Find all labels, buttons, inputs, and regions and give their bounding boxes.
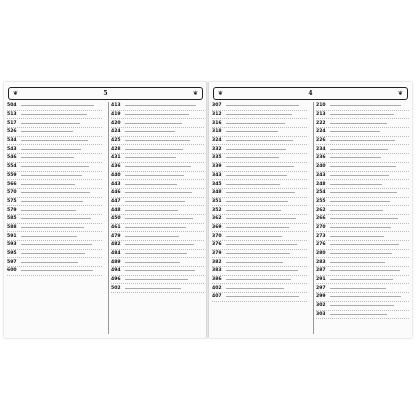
toc-page-number: 312 [212,112,222,118]
toc-title-line [330,244,399,245]
toc-page-number: 291 [316,277,326,283]
toc-page-number: 585 [7,216,17,222]
toc-row [316,145,409,154]
toc-page-number: 299 [316,294,326,300]
toc-row [7,215,102,224]
left-page-column-2 [108,102,204,334]
toc-page-number: 240 [316,164,326,170]
toc-page-number: 526 [7,129,17,135]
toc-page-number: 379 [212,251,222,257]
toc-page-number: 273 [316,233,326,239]
toc-row [316,224,409,233]
toc-title-line [330,192,397,193]
toc-page-number: 440 [111,172,121,178]
right-page-number: 4 [308,90,313,97]
toc-title-line [21,236,77,237]
toc-page-number: 554 [7,164,17,170]
toc-title-line [330,218,398,219]
toc-title-line [330,149,388,150]
toc-row [111,102,204,111]
toc-title-line [226,184,280,185]
toc-title-line [330,166,396,167]
toc-row [212,232,307,241]
toc-row [111,137,204,146]
toc-row [316,302,409,311]
toc-row [212,154,307,163]
toc-title-line [125,262,180,263]
toc-row [316,154,409,163]
toc-row [111,241,204,250]
toc-page-number: 224 [316,129,326,135]
toc-row [7,163,102,172]
toc-row [316,215,409,224]
toc-title-line [21,253,85,254]
toc-row [212,241,307,250]
toc-title-line [125,114,189,115]
left-page-column-1 [7,102,102,334]
toc-page-number: 222 [316,120,326,126]
toc-page-number: 461 [111,224,121,230]
toc-page-number: 270 [316,224,326,230]
toc-row [7,119,102,128]
toc-page-number: 302 [316,303,326,309]
toc-page-number: 226 [316,138,326,144]
toc-row [7,258,102,267]
toc-row [316,250,409,259]
toc-page-number: 443 [111,181,121,187]
toc-row [111,206,204,215]
toc-title-line [125,201,185,202]
toc-row [7,111,102,120]
toc-title-line [226,131,278,132]
toc-page-number: 513 [7,112,17,118]
toc-row [212,137,307,146]
toc-title-line [21,210,76,211]
toc-page-number: 386 [212,277,222,283]
toc-row [7,128,102,137]
toc-title-line [21,262,78,263]
toc-row [212,215,307,224]
toc-row [316,189,409,198]
toc-page-number: 316 [212,120,222,126]
toc-row [316,206,409,215]
toc-page-number: 534 [7,138,17,144]
toc-page-number: 339 [212,164,222,170]
toc-title-line [330,305,394,306]
toc-title-line [226,210,281,211]
toc-row [7,154,102,163]
toc-page-number: 370 [212,233,222,239]
toc-row [212,111,307,120]
toc-title-line [226,227,289,228]
toc-title-line [125,279,188,280]
toc-row [212,128,307,137]
toc-title-line [330,227,391,228]
toc-page-number: 448 [111,207,121,213]
toc-page-number: 362 [212,216,222,222]
toc-page-number: 280 [316,251,326,257]
toc-title-line [226,192,295,193]
toc-page-number: 494 [111,268,121,274]
toc-page-number: 479 [111,233,121,239]
toc-page-number: 345 [212,181,222,187]
toc-row [7,198,102,207]
toc-row [316,276,409,285]
toc-row [316,232,409,241]
toc-page-number: 489 [111,259,121,265]
toc-title-line [125,140,190,141]
toc-page-number: 343 [212,172,222,178]
toc-title-line [21,201,83,202]
toc-page-number: 588 [7,224,17,230]
toc-row [316,119,409,128]
toc-page-number: 566 [7,181,17,187]
toc-page-number: 307 [212,103,222,109]
toc-page-number: 348 [212,190,222,196]
toc-row [111,215,204,224]
toc-title-line [21,166,89,167]
toc-title-line [330,105,401,106]
toc-row [316,284,409,293]
toc-title-line [226,140,293,141]
toc-page-number: 383 [212,268,222,274]
toc-row [111,284,204,293]
toc-title-line [226,157,279,158]
toc-page-number: 420 [111,120,121,126]
toc-row [7,180,102,189]
toc-title-line [226,236,282,237]
toc-row [316,241,409,250]
toc-title-line [125,227,186,228]
toc-row [212,189,307,198]
toc-title-line [21,270,93,271]
toc-title-line [125,236,179,237]
toc-title-line [330,157,381,158]
toc-title-line [21,218,91,219]
toc-row [7,189,102,198]
toc-page-number: 254 [316,190,326,196]
toc-title-line [125,210,178,211]
toc-row [316,267,409,276]
toc-page-number: 496 [111,277,121,283]
left-page-number: 5 [103,90,108,97]
toc-page-number: 502 [111,285,121,291]
toc-row [111,224,204,233]
toc-row [316,111,409,120]
toc-page-number: 425 [111,138,121,144]
toc-row [7,137,102,146]
toc-page-number: 591 [7,233,17,239]
toc-row [7,241,102,250]
toc-title-line [330,184,382,185]
toc-page-number: 324 [212,138,222,144]
right-page-column-2 [313,102,409,334]
toc-page-number: 575 [7,198,17,204]
left-header-ornament-right: ❦ [192,90,198,97]
toc-title-line [21,105,94,106]
toc-title-line [125,175,184,176]
toc-page-number: 236 [316,155,326,161]
toc-title-line [330,201,390,202]
toc-title-line [125,166,191,167]
toc-page-number: 369 [212,224,222,230]
toc-row [212,163,307,172]
toc-row [212,293,307,302]
toc-row [7,172,102,181]
toc-page-number: 600 [7,268,17,274]
toc-row [212,206,307,215]
toc-row [7,224,102,233]
toc-page-number: 283 [316,259,326,265]
right-page-header [213,87,408,100]
toc-page-number: 335 [212,155,222,161]
toc-title-line [330,288,386,289]
toc-page-number: 446 [111,190,121,196]
toc-row [212,102,307,111]
toc-title-line [125,184,177,185]
toc-page-number: 248 [316,181,326,187]
toc-title-line [330,175,389,176]
toc-row [111,128,204,137]
left-page [4,82,207,338]
toc-page-number: 210 [316,103,326,109]
toc-title-line [125,244,194,245]
toc-title-line [330,270,400,271]
toc-title-line [226,218,296,219]
toc-title-line [125,149,183,150]
toc-title-line [21,244,92,245]
toc-row [212,267,307,276]
toc-title-line [330,210,383,211]
right-page [209,82,412,338]
toc-page-number: 593 [7,242,17,248]
toc-page-number: 504 [7,103,17,109]
toc-row [316,198,409,207]
toc-page-number: 234 [316,146,326,152]
toc-row [212,284,307,293]
toc-title-line [226,105,299,106]
toc-row [316,137,409,146]
toc-row [7,145,102,154]
toc-title-line [21,140,88,141]
toc-title-line [226,288,284,289]
toc-title-line [330,262,385,263]
toc-title-line [21,184,75,185]
right-header-ornament-right: ❦ [397,90,403,97]
toc-page-number: 382 [212,259,222,265]
toc-page-number: 597 [7,259,17,265]
right-page-column-1 [212,102,307,334]
toc-title-line [330,279,393,280]
toc-page-number: 484 [111,251,121,257]
toc-row [7,232,102,241]
toc-title-line [330,314,387,315]
toc-title-line [21,149,81,150]
toc-title-line [21,114,87,115]
toc-title-line [125,157,176,158]
toc-title-line [21,192,90,193]
toc-title-line [330,296,401,297]
toc-page-number: 352 [212,207,222,213]
toc-page-number: 450 [111,216,121,222]
toc-title-line [226,123,285,124]
toc-page-number: 517 [7,120,17,126]
toc-page-number: 482 [111,242,121,248]
toc-page-number: 255 [316,198,326,204]
toc-row [111,198,204,207]
toc-title-line [330,236,384,237]
toc-page-number: 318 [212,129,222,135]
toc-title-line [226,201,288,202]
toc-title-line [21,131,73,132]
toc-row [212,145,307,154]
toc-page-number: 419 [111,112,121,118]
toc-row [212,258,307,267]
toc-title-line [125,123,182,124]
toc-row [7,102,102,111]
toc-page-number: 351 [212,198,222,204]
toc-title-line [125,253,187,254]
toc-row [316,258,409,267]
toc-row [316,180,409,189]
toc-row [212,250,307,259]
toc-page-number: 262 [316,207,326,213]
toc-page-number: 570 [7,190,17,196]
toc-page-number: 447 [111,198,121,204]
toc-page-number: 243 [316,172,326,178]
toc-row [7,250,102,259]
right-header-ornament: ❦ [218,90,224,97]
toc-page-number: 579 [7,207,17,213]
toc-row [316,163,409,172]
toc-row [111,163,204,172]
left-page-header [8,87,203,100]
toc-row [212,180,307,189]
toc-row [212,172,307,181]
toc-title-line [125,218,193,219]
toc-page-number: 424 [111,129,121,135]
toc-title-line [226,114,292,115]
toc-title-line [330,140,395,141]
toc-page-number: 376 [212,242,222,248]
toc-row [212,198,307,207]
toc-title-line [330,114,394,115]
toc-row [111,232,204,241]
toc-row [111,258,204,267]
toc-title-line [330,131,380,132]
toc-page-number: 595 [7,251,17,257]
toc-title-line [21,175,82,176]
toc-row [111,145,204,154]
toc-row [7,206,102,215]
toc-title-line [226,279,291,280]
toc-title-line [125,288,181,289]
toc-title-line [226,166,294,167]
toc-row [316,293,409,302]
toc-row [316,102,409,111]
toc-row [316,311,409,320]
toc-row [111,154,204,163]
toc-page-number: 402 [212,285,222,291]
toc-row [111,111,204,120]
toc-title-line [21,227,84,228]
toc-row [111,119,204,128]
toc-title-line [330,253,392,254]
toc-title-line [21,157,74,158]
toc-title-line [226,244,297,245]
toc-page-number: 543 [7,146,17,152]
toc-row [111,172,204,181]
toc-title-line [125,192,192,193]
toc-row [212,276,307,285]
toc-row [111,189,204,198]
toc-page-number: 303 [316,311,326,317]
toc-page-number: 276 [316,242,326,248]
toc-row [111,250,204,259]
toc-page-number: 297 [316,285,326,291]
toc-page-number: 332 [212,146,222,152]
toc-page-number: 407 [212,294,222,300]
toc-row [316,128,409,137]
toc-title-line [226,149,286,150]
toc-title-line [226,296,299,297]
toc-title-line [226,253,290,254]
toc-title-line [330,123,387,124]
toc-page-number: 431 [111,155,121,161]
left-header-ornament: ❦ [13,90,19,97]
toc-page-number: 559 [7,172,17,178]
toc-title-line [226,175,287,176]
toc-title-line [125,131,175,132]
toc-page-number: 266 [316,216,326,222]
toc-row [111,180,204,189]
toc-page-number: 546 [7,155,17,161]
toc-row [7,267,102,276]
toc-title-line [21,123,80,124]
toc-page-number: 287 [316,268,326,274]
toc-title-line [125,270,195,271]
toc-page-number: 413 [111,103,121,109]
toc-row [212,224,307,233]
toc-row [316,172,409,181]
toc-row [212,119,307,128]
toc-title-line [125,105,196,106]
toc-row [111,267,204,276]
toc-title-line [226,270,298,271]
toc-page-number: 436 [111,164,121,170]
toc-page-number: 428 [111,146,121,152]
book-spread [4,82,412,338]
toc-title-line [226,262,283,263]
toc-row [111,276,204,285]
toc-page-number: 213 [316,112,326,118]
